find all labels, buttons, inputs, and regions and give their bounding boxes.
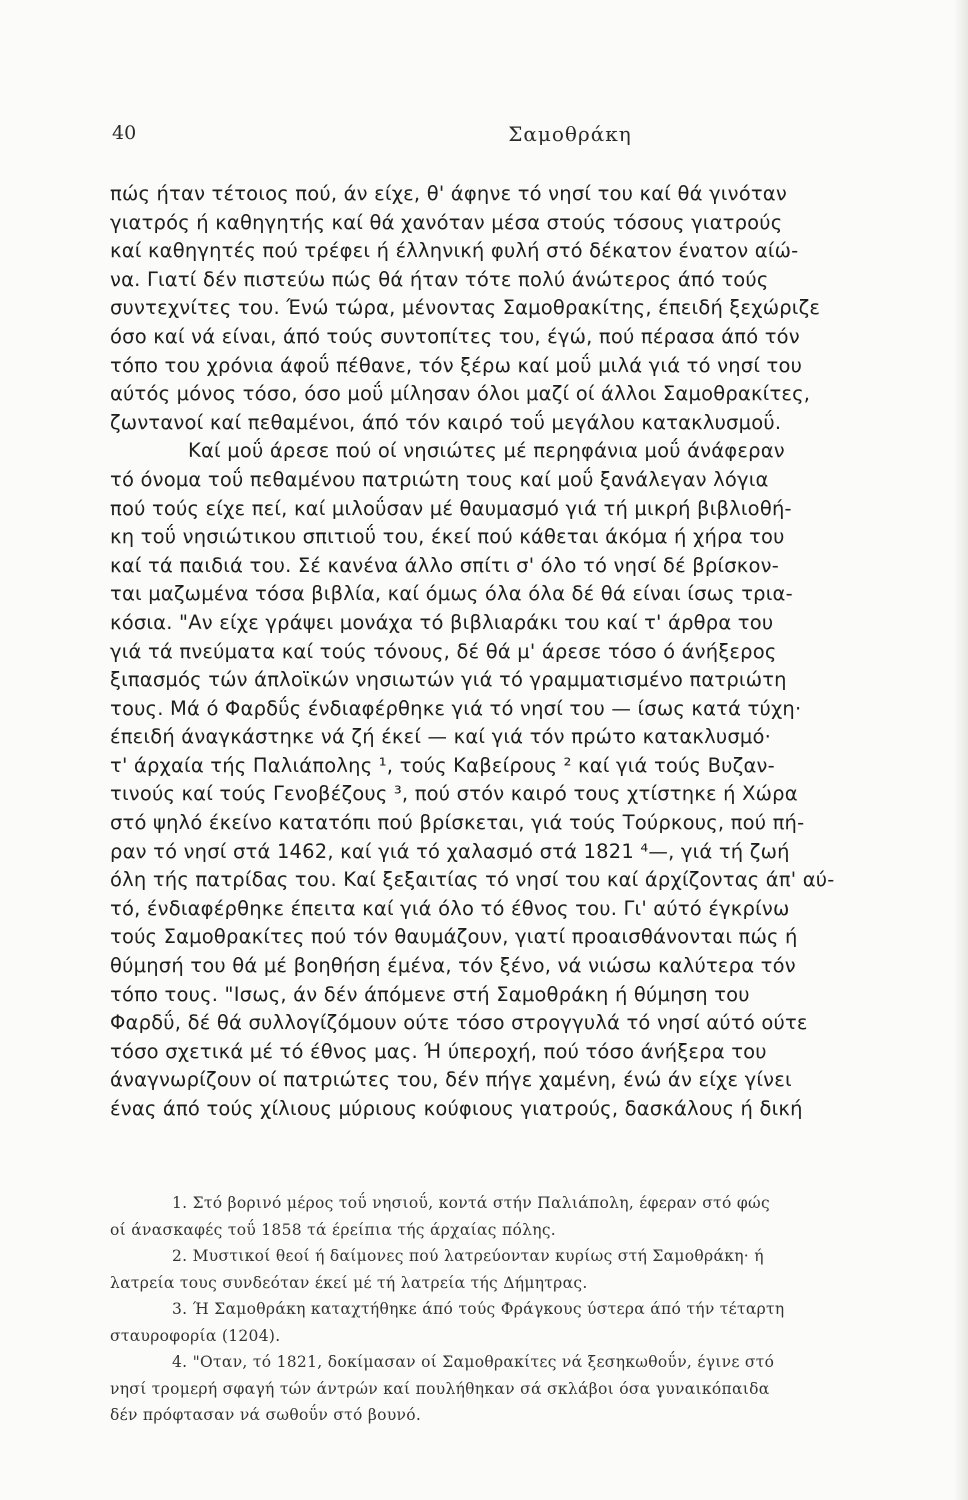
- text-line: κη τοΰ νησιώτικου σπιτιοΰ του, έκεί πού κάθεται άκόμα ή χήρα του: [110, 525, 785, 549]
- text-line: τόπο του χρόνια άφοΰ πέθανε, τόν ξέρω καί μοΰ μιλά γιά τό νησί του: [110, 353, 803, 377]
- text-line: ξιπασμός τών άπλοϊκών νησιωτών γιά τό γραμματισμένο πατριώτη: [110, 668, 787, 692]
- page-number: 40: [112, 122, 137, 144]
- footnote-1-cont: οί άνασκαφές τοΰ 1858 τά έρείπια τής άρχαίας πόλης.: [110, 1220, 557, 1239]
- footnote-3: 3. Ή Σαμοθράκη καταχτήθηκε άπό τούς Φράγκους ύστερα άπό τήν τέταρτη: [172, 1300, 785, 1318]
- running-title: Σαμοθράκη: [508, 122, 632, 146]
- text-line: ένας άπό τούς χίλιους μύριους κούφιους γιατρούς, δασκάλους ή δική: [110, 1097, 803, 1120]
- footnote-2: 2. Μυστικοί θεοί ή δαίμονες πού λατρεύονταν κυρίως στή Σαμοθράκη· ή: [172, 1247, 764, 1265]
- text-line: όσο καί νά είναι, άπό τούς συντοπίτες του, έγώ, πού πέρασα άπό τόν: [110, 324, 800, 348]
- body-text: [110, 180, 942, 1124]
- text-line: τ' άρχαία τής Παλιάπολης ¹, τούς Καβείρους ² καί γιά τούς Βυζαν-: [110, 753, 775, 777]
- text-line: καί καθηγητές πού τρέφει ή έλληνική φυλή στό δέκατον ένατον αίώ-: [110, 239, 799, 263]
- text-line: τό, ένδιαφέρθηκε έπειτα καί γιά όλο τό έθνος του. Γι' αύτό έγκρίνω: [110, 896, 790, 920]
- text-line: αύτός μόνος τόσο, όσο μοΰ μίλησαν όλοι μαζί οί άλλοι Σαμοθρακίτες,: [110, 382, 811, 406]
- text-line: συντεχνίτες του. Ένώ τώρα, μένοντας Σαμοθρακίτης, έπειδή ξεχώριζε: [110, 296, 821, 320]
- text-line: όλη τής πατρίδας του. Καί ξεξαιτίας τό νησί του καί άρχίζοντας άπ' αύ-: [110, 868, 835, 892]
- text-line: τό όνομα τοΰ πεθαμένου πατριώτη τους καί μοΰ ξανάλεγαν λόγια: [110, 467, 769, 491]
- text-line: πώς ήταν τέτοιος πού, άν είχε, θ' άφηνε τό νησί του καί θά γινόταν: [110, 182, 787, 205]
- footnote-1: 1. Στό βορινό μέρος τοΰ νησιοΰ, κοντά στήν Παλιάπολη, έφεραν στό φώς: [172, 1194, 770, 1212]
- text-line: έπειδή άναγκάστηκε νά ζή έκεί — καί γιά τόν πρώτο κατακλυσμό·: [110, 725, 772, 749]
- footnotes: [110, 1190, 942, 1429]
- text-line: Φαρδΰ, δέ θά συλλογίζόμουν ούτε τόσο στρογγυλά τό νησί αύτό ούτε: [110, 1011, 808, 1035]
- text-line: τινούς καί τούς Γενοβέζους ³, πού στόν καιρό τους χτίστηκε ή Χώρα: [110, 782, 798, 806]
- page-edge-shadow: [954, 0, 968, 1500]
- text-line: στό ψηλό έκείνο κατατόπι πού βρίσκεται, γιά τούς Τούρκους, πού πή-: [110, 811, 805, 835]
- text-line: άναγνωρίζουν οί πατριώτες του, δέν πήγε χαμένη, ένώ άν είχε γίνει: [110, 1068, 792, 1092]
- text-line: καί τά παιδιά του. Σέ κανένα άλλο σπίτι σ' όλο τό νησί δέ βρίσκον-: [110, 553, 779, 577]
- text-line: τους. Μά ό Φαρδΰς ένδιαφέρθηκε γιά τό νησί του — ίσως κατά τύχη·: [110, 696, 802, 720]
- page-header: [112, 122, 908, 152]
- footnote-3-cont: σταυροφορία (1204).: [110, 1326, 281, 1345]
- text-line: κόσια. "Αν είχε γράψει μονάχα τό βιβλιαράκι του καί τ' άρθρα του: [110, 610, 774, 634]
- paragraph-start-line: Καί μοΰ άρεσε πού οί νησιώτες μέ περηφάνια μοΰ άνάφεραν: [188, 439, 785, 463]
- footnote-4: 4. "Οταν, τό 1821, δοκίμασαν οί Σαμοθρακίτες νά ξεσηκωθοΰν, έγινε στό: [172, 1353, 775, 1371]
- text-line: ραν τό νησί στά 1462, καί γιά τό χαλασμό στά 1821 ⁴—, γιά τή ζωή: [110, 839, 790, 863]
- text-line: θύμησή του θά μέ βοηθήση έμένα, τόν ξένο, νά νιώσω καλύτερα τόν: [110, 954, 796, 978]
- footnote-2-cont: λατρεία τους συνδεόταν έκεί μέ τή λατρεία τής Δήμητρας.: [110, 1273, 588, 1292]
- text-line: τόσο σχετικά μέ τό έθνος μας. Ή ύπεροχή, πού τόσο άνήξερα του: [110, 1039, 767, 1063]
- text-line: ται μαζωμένα τόσα βιβλία, καί όμως όλα όλα δέ θά είναι ίσως τρια-: [110, 582, 793, 606]
- footnote-4-cont: νησί τρομερή σφαγή τών άντρών καί πουλήθηκαν σά σκλάβοι όσα γυναικόπαιδα: [110, 1379, 770, 1398]
- footnote-4-cont: δέν πρόφτασαν νά σωθοΰν στό βουνό.: [110, 1406, 422, 1424]
- text-line: γιατρός ή καθηγητής καί θά χανόταν μέσα στούς τόσους γιατρούς: [110, 210, 783, 234]
- text-line: να. Γιατί δέν πιστεύω πώς θά ήταν τότε πολύ άνώτερος άπό τούς: [110, 267, 769, 291]
- text-line: ζωντανοί καί πεθαμένοι, άπό τόν καιρό τοΰ μεγάλου κατακλυσμοΰ.: [110, 410, 782, 434]
- text-line: πού τούς είχε πεί, καί μιλοΰσαν μέ θαυμασμό γιά τή μικρή βιβλιοθή-: [110, 496, 792, 520]
- text-line: γιά τά πνεύματα καί τούς τόνους, δέ θά μ' άρεσε τόσο ό άνήξερος: [110, 639, 777, 663]
- text-line: τόπο τους. "Ισως, άν δέν άπόμενε στή Σαμοθράκη ή θύμηση του: [110, 982, 750, 1006]
- text-line: τούς Σαμοθρακίτες πού τόν θαυμάζουν, γιατί προαισθάνονται πώς ή: [110, 925, 798, 949]
